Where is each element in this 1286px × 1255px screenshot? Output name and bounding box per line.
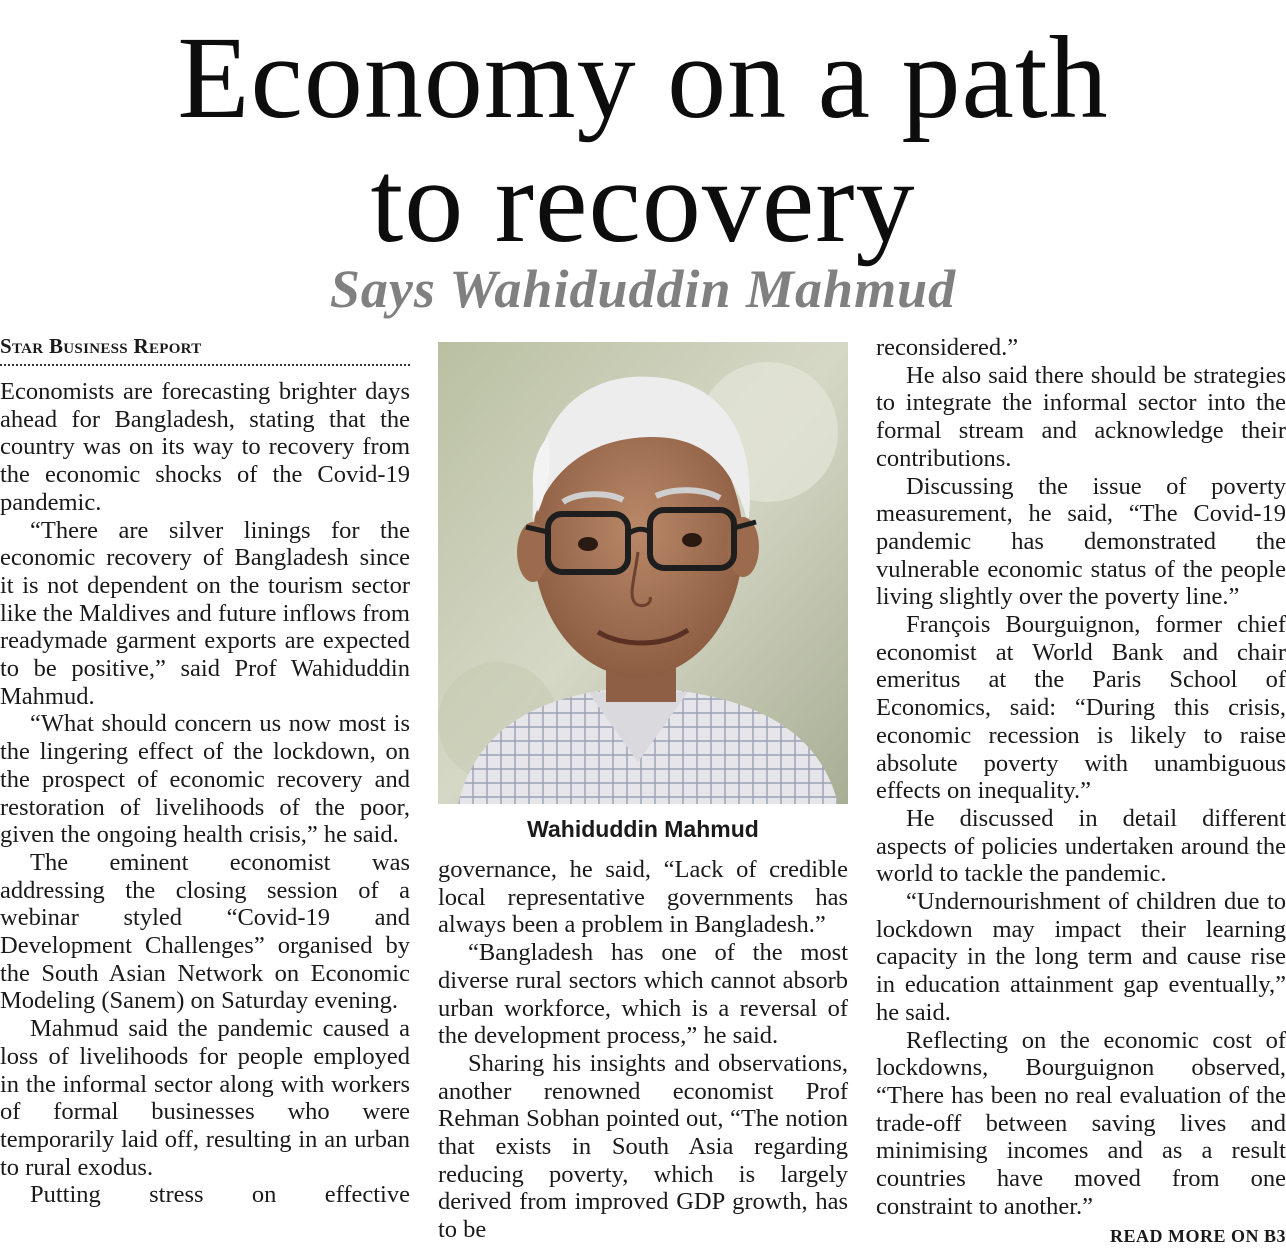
read-more-link[interactable]: READ MORE ON B3 [1109, 1226, 1286, 1246]
paragraph: governance, he said, “Lack of credible local representative governments has always been a problem in Bangladesh.” [438, 856, 848, 939]
paragraph: Economists are forecasting brighter days ahead for Bangladesh, stating that the country was on its way to recovery from the economic shocks of the Covid-19 pandemic. [0, 378, 410, 516]
article-column-1 [0, 334, 410, 1209]
paragraph: François Bourguignon, former chief economist at World Bank and chair emeritus at the Paris School of Economics, said: “During this crisis, economic recession is likely to raise absolute poverty with unambiguous effects on inequality.” [876, 611, 1286, 805]
paragraph: “Undernourishment of children due to lockdown may impact their learning capacity in the long term and cause rise in education attainment gap eventually,” he said. [876, 888, 1286, 1026]
headline-line-1: Economy on a path [177, 12, 1109, 143]
article-column-2 [438, 856, 848, 1244]
paragraph: Mahmud said the pandemic caused a loss of livelihoods for people employed in the informal sector along with workers of formal businesses who were temporarily laid off, resulting in an urban to rural exodus. [0, 1015, 410, 1181]
paragraph: The eminent economist was addressing the closing session of a webinar styled “Covid-19 and Development Challenges” organised by the South Asian Network on Economic Modeling (Sanem) on Saturday evening. [0, 848, 410, 1015]
article-column-3 [876, 334, 1286, 1221]
paragraph: He also said there should be strategies to integrate the informal sector into the formal stream and acknowledge their contributions. [876, 361, 1286, 472]
portrait-photo [438, 342, 848, 804]
paragraph: Discussing the issue of poverty measurement, he said, “The Covid-19 pandemic has demonstrated the vulnerable economic status of the people living slightly over the poverty line.” [876, 472, 1286, 611]
paragraph: Reflecting on the economic cost of lockdowns, Bourguignon observed, “There has been no real evaluation of the trade-off between saving lives and minimising incomes and as a result countries have moved from one constraint to another.” [876, 1026, 1286, 1220]
paragraph: He discussed in detail different aspects of policies undertaken around the world to tackle the pandemic. [876, 804, 1286, 888]
photo-caption: Wahiduddin Mahmud [527, 816, 759, 842]
portrait-illustration [438, 342, 848, 804]
headline-line-2: to recovery [370, 136, 916, 267]
paragraph: Putting stress on effective [30, 1181, 410, 1209]
paragraph: Sharing his insights and observations, another renowned economist Prof Rehman Sobhan pointed out, “The notion that exists in South Asia regarding reducing poverty, which is largely derived from improved GDP growth, has to be [438, 1049, 848, 1244]
subheadline: Says Wahiduddin Mahmud [329, 259, 957, 319]
byline: Star Business Report [0, 334, 410, 366]
paragraph: “There are silver linings for the economic recovery of Bangladesh since it is not dependent on the tourism sector like the Maldives and future inflows from readymade garment exports are expected to be positive,” said Prof Wahiduddin Mahmud. [0, 516, 410, 710]
paragraph: “Bangladesh has one of the most diverse rural sectors which cannot absorb urban workforce, which is a reversal of the development process,” he said. [438, 939, 848, 1050]
paragraph: “What should concern us now most is the lingering effect of the lockdown, on the prospect of economic recovery and restoration of livelihoods of the poor, given the ongoing health crisis,” he said. [0, 710, 410, 849]
paragraph: reconsidered.” [876, 334, 1019, 361]
headline [0, 12, 1286, 267]
